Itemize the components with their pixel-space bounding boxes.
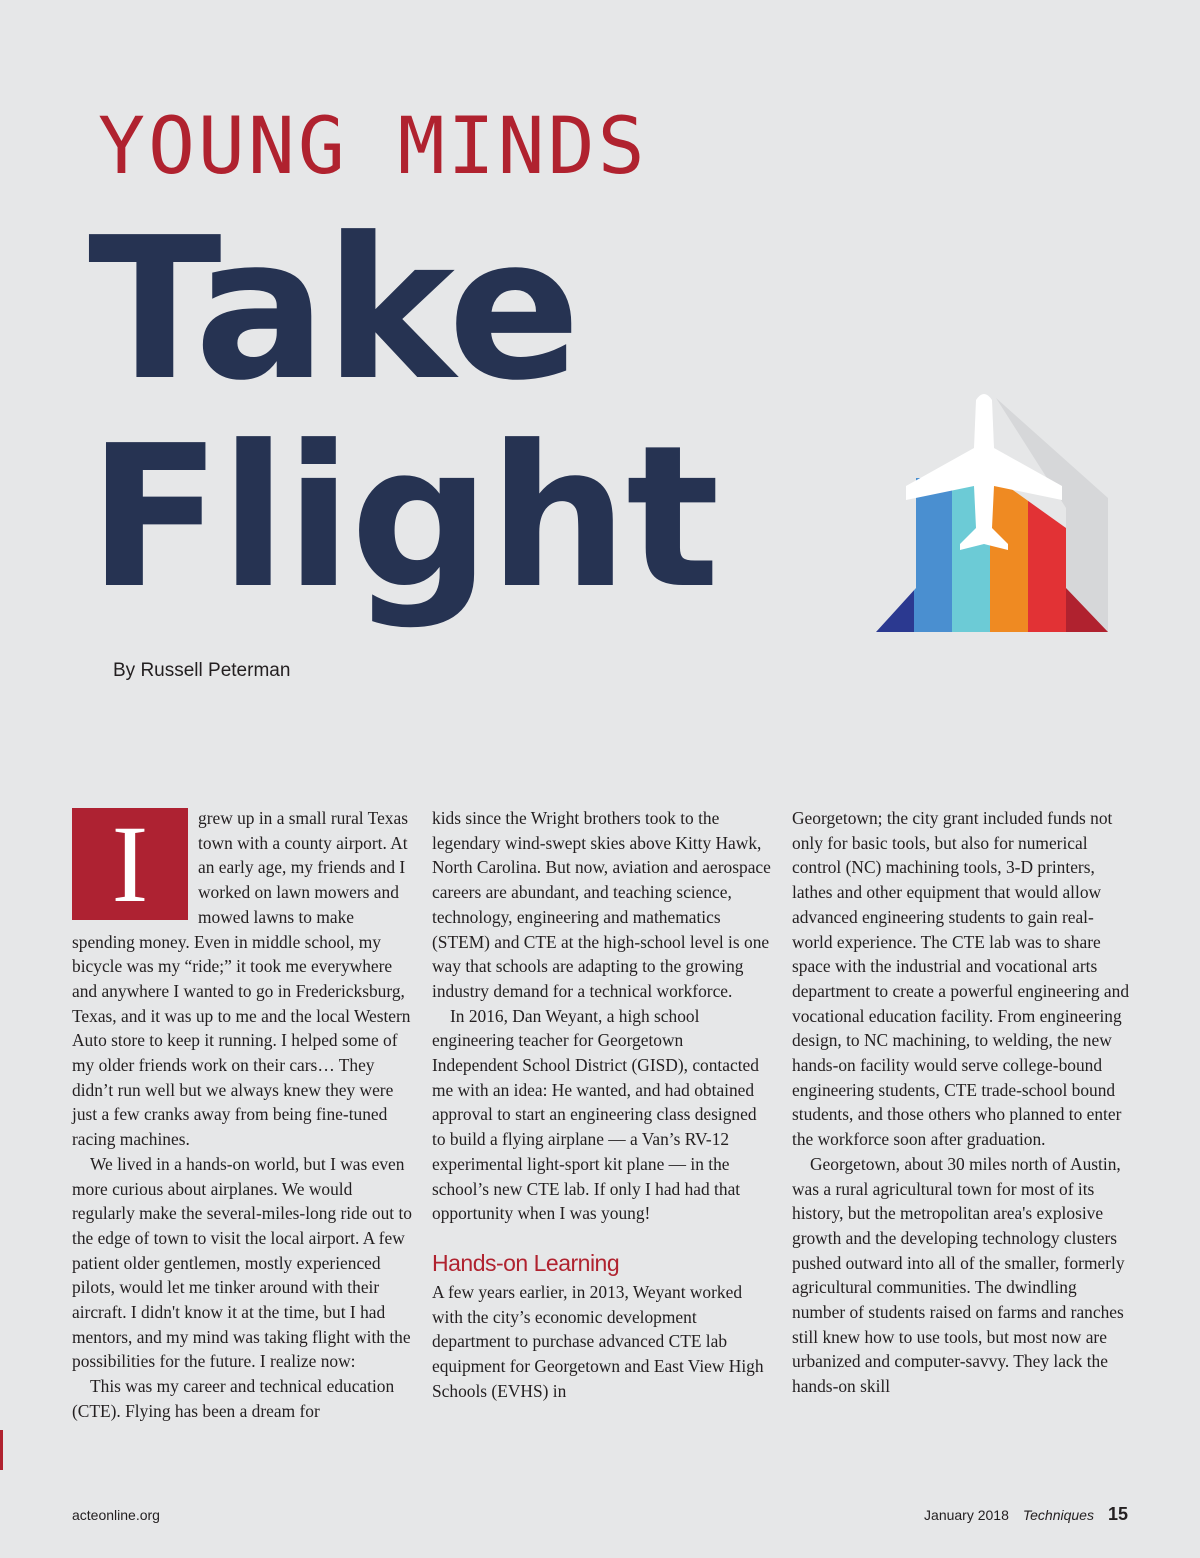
paragraph: grew up in a small rural Texas town with a county airport. At an early age, my friends and I worked on lawn mowers and mowed lawns to make spending money. Even in middle school, my bicycle was my “ride;” it took me everywhere and anywhere I wanted to go in Fredericksburg, Texas, and it was up to me and the local Western Auto store to keep it running. I helped some of my older friends work on their cars… They didn’t run well but we always knew they were just a few cranks away from being fine-tuned racing machines. [72,808,411,1150]
article-column-2 [432,806,772,1403]
page-number: 15 [1107,1504,1128,1524]
stripe-4 [990,468,1028,632]
paragraph: This was my career and technical education (CTE). Flying has been a dream for [72,1376,395,1421]
article-column-1 [72,803,412,1424]
paragraph: A few years earlier, in 2013, Weyant worked with the city’s economic development department to purchase advanced CTE lab equipment for Georgetown and East View High Schools (EVHS) in [432,1281,764,1401]
paragraph: kids since the Wright brothers took to the legendary wind-swept skies above Kitty Hawk, North Carolina. But now, aviation and aerospace careers are abundant, and teaching science, technology, engineering and mathematics (STEM) and CTE at the high-school level is one way that schools are adapting to the growing industry demand for a technical workforce. [432,808,771,1001]
page-edge-mark [0,1430,3,1470]
headline-line-2: Flight [88,404,718,632]
footer-date: January 2018 [924,1507,1009,1523]
drop-cap: I [72,808,188,920]
section-subhead: Hands-on Learning [432,1249,620,1276]
headline-line-1: Take [88,196,579,424]
article-column-3 [792,806,1132,1399]
kicker-title: YOUNG MINDS [98,102,648,192]
footer-magazine: Techniques [1022,1507,1094,1523]
footer-info [924,1504,1128,1525]
footer-site: acteonline.org [72,1507,160,1523]
byline: By Russell Peterman [113,660,291,681]
paragraph: Georgetown; the city grant included funds not only for basic tools, but also for numerical control (NC) machining tools, 3-D printers, lathes and other equipment that would allow advanced engineering students to gain real-world experience. The CTE lab was to share space with the industrial and vocational arts department to create a powerful engineering and vocational education facility. From engineering design, to NC machining, to welding, the new hands-on facility would serve college-bound engineering students, CTE trade-school bound students, and those others who planned to enter the workforce soon after graduation. [792,808,1130,1150]
airplane-rainbow-icon [876,388,1108,632]
paragraph: Georgetown, about 30 miles north of Austin, was a rural agricultural town for most of its history, but the metropolitan area's explosive growth and the developing technology clusters pushed outward into all of the smaller, formerly agricultural communities. The dwindling number of students raised on farms and ranches still knew how to use tools, but most now are urbanized and computer-savvy. They lack the hands-on skill [792,1153,1125,1397]
paragraph: We lived in a hands-on world, but I was even more curious about airplanes. We would regularly make the several-miles-long ride out to the edge of town to visit the local airport. A few patient older gentlemen, mostly experienced pilots, would let me tinker around with their aircraft. I didn't know it at the time, but I had mentors, and my mind was taking flight with the possibilities for the future. I realize now: [72,1153,412,1372]
paragraph: In 2016, Dan Weyant, a high school engineering teacher for Georgetown Independent School District (GISD), contacted me with an idea: He wanted, and had obtained approval to start an engineering class designed to build a flying airplane — a Van’s RV-12 experimental light-sport kit plane — in the school’s new CTE lab. If only I had had that opportunity when I was young! [432,1005,759,1224]
